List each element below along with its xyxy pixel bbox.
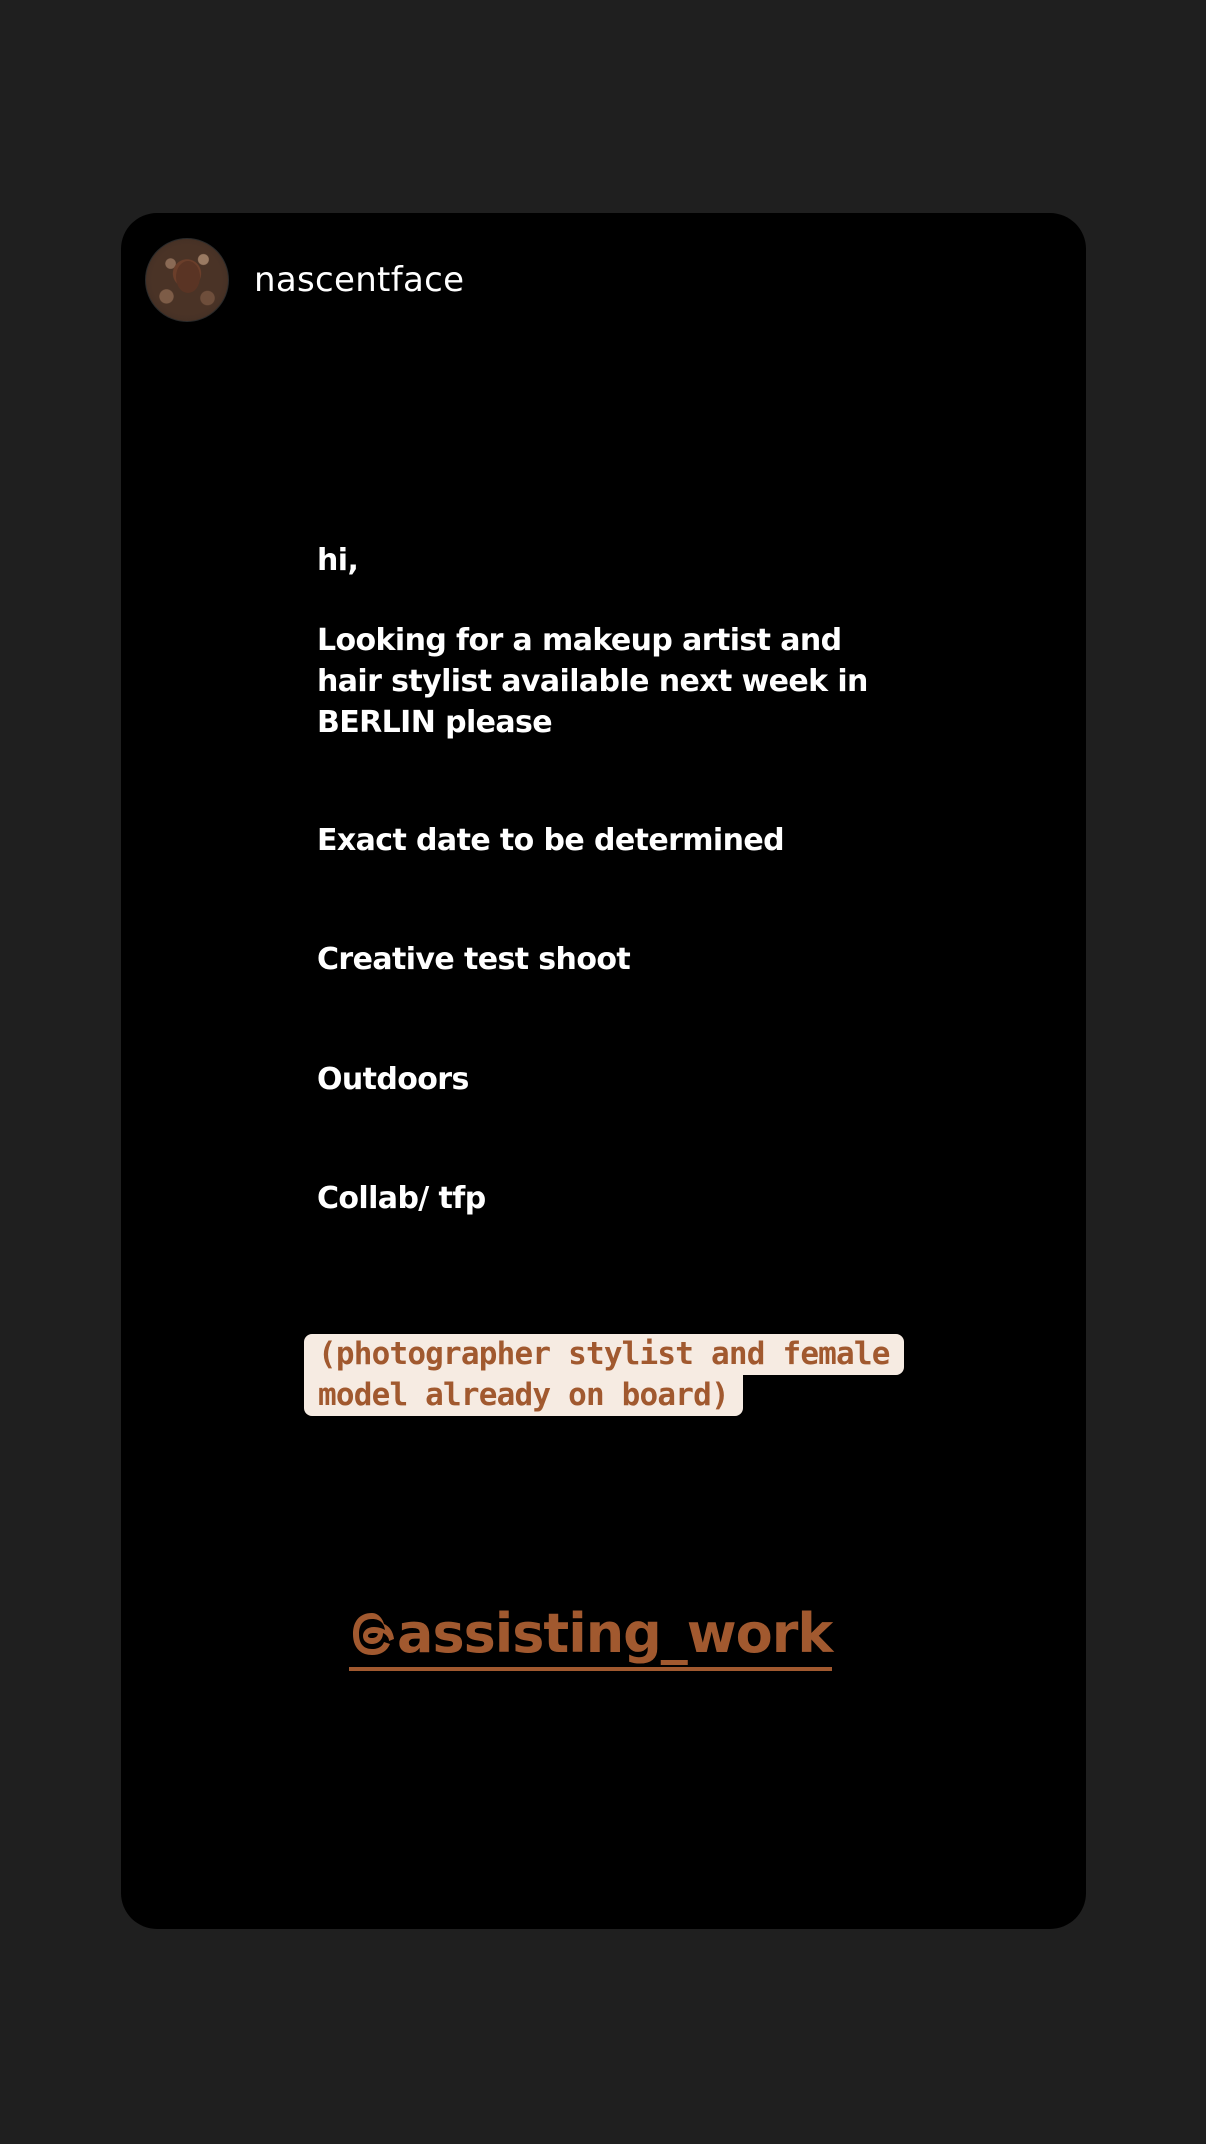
request-text: Looking for a makeup artist and hair stylist available next week in BERLIN please (317, 623, 868, 740)
note-line-2: model already on board) (304, 1375, 743, 1416)
highlighted-note (304, 1334, 904, 1416)
location-text: Outdoors (317, 1062, 469, 1097)
story-card[interactable] (121, 213, 1086, 1929)
username[interactable]: nascentface (254, 260, 465, 300)
mention-text: assisting_work (397, 1602, 833, 1665)
avatar[interactable] (145, 238, 229, 322)
date-text: Exact date to be determined (317, 823, 784, 858)
greeting-text: hi, (317, 543, 359, 578)
shoot-type-text: Creative test shoot (317, 942, 631, 977)
mention-sticker[interactable] (349, 1603, 832, 1671)
story-header (145, 238, 464, 322)
note-line-1: (photographer stylist and female (304, 1334, 904, 1375)
threads-icon (349, 1609, 395, 1659)
terms-text: Collab/ tfp (317, 1181, 486, 1216)
avatar-face (176, 261, 200, 293)
